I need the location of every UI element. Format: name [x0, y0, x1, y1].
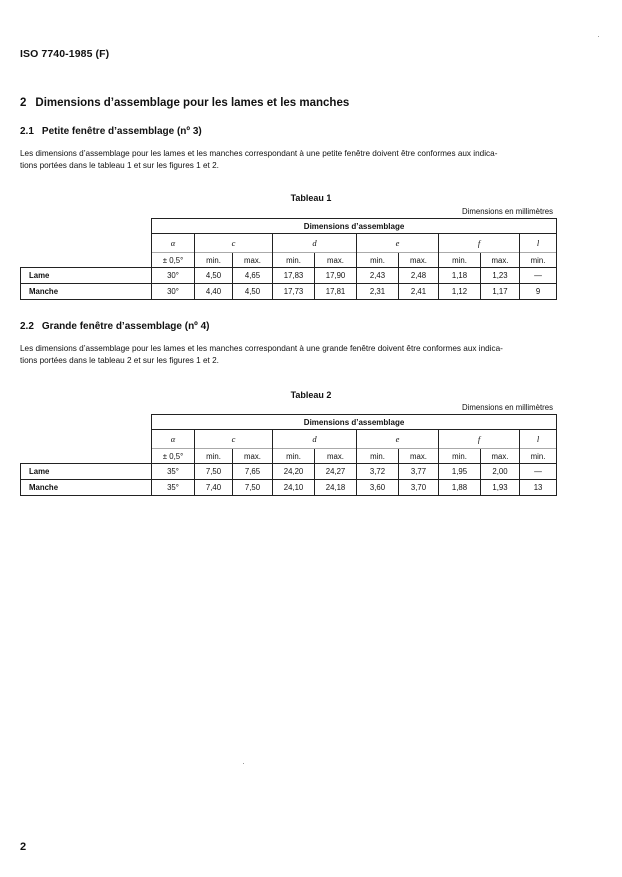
table-cell: 7,40	[195, 480, 233, 496]
table-cell: 4,65	[233, 268, 273, 284]
row-label: Lame	[21, 464, 152, 480]
subheader-cell: min.	[195, 449, 233, 464]
table-row	[21, 480, 557, 496]
page-number: 2	[20, 841, 27, 853]
subheader-cell: max.	[481, 449, 520, 464]
table-cell: 3,70	[399, 480, 439, 496]
subheader-cell: ± 0,5°	[152, 449, 195, 464]
subheader-cell: max.	[481, 253, 520, 268]
subheader-cell: min.	[273, 253, 315, 268]
symbol-l: l	[520, 430, 557, 449]
table-cell: 1,23	[481, 268, 520, 284]
table-cell: 17,90	[315, 268, 357, 284]
subheader-cell: min.	[439, 449, 481, 464]
table-cell: 24,10	[273, 480, 315, 496]
paragraph-line: tions portées dans le tableau 2 et sur les figures 1 et 2.	[20, 356, 219, 365]
table-cell: 24,18	[315, 480, 357, 496]
symbol-alpha: α	[152, 234, 195, 253]
section-title: Dimensions d’assemblage pour les lames et les manches	[35, 97, 350, 109]
table-cell: 7,65	[233, 464, 273, 480]
subsection-number: 2.2	[20, 321, 34, 332]
table-cell: 3,60	[357, 480, 399, 496]
table-cell: 24,27	[315, 464, 357, 480]
table-cell: 1,88	[439, 480, 481, 496]
table-cell: 17,81	[315, 284, 357, 300]
paragraph-2-1	[20, 148, 560, 172]
table-cell: 30°	[152, 268, 195, 284]
subsection-number: 2.1	[20, 126, 34, 137]
symbol-d: d	[273, 430, 357, 449]
symbol-f: f	[439, 430, 520, 449]
table-cell: —	[520, 464, 557, 480]
symbol-e: e	[357, 234, 439, 253]
subheader-cell: max.	[399, 253, 439, 268]
table-row	[21, 268, 557, 284]
table-cell: 2,00	[481, 464, 520, 480]
table-cell: 24,20	[273, 464, 315, 480]
scan-speck	[598, 36, 599, 37]
subheader-cell: min.	[520, 253, 557, 268]
symbol-alpha: α	[152, 430, 195, 449]
table-cell: 13	[520, 480, 557, 496]
table-cell: 4,50	[195, 268, 233, 284]
table-2-caption: Tableau 2	[290, 390, 332, 400]
subheader-cell: min.	[357, 253, 399, 268]
subheader-cell: min.	[357, 449, 399, 464]
subsection-heading-2-2	[20, 321, 210, 332]
table-1-group-header: Dimensions d’assemblage	[152, 219, 557, 234]
section-heading	[20, 97, 349, 109]
subheader-cell: max.	[315, 253, 357, 268]
symbol-d: d	[273, 234, 357, 253]
table-cell: 2,48	[399, 268, 439, 284]
subheader-cell: max.	[315, 449, 357, 464]
symbol-f: f	[439, 234, 520, 253]
table-row	[21, 284, 557, 300]
table-cell: 3,72	[357, 464, 399, 480]
scan-speck	[243, 763, 244, 764]
table-1	[20, 218, 557, 300]
paragraph-line: Les dimensions d’assemblage pour les lames et les manches correspondant à une grande fenêtre doivent être conformes aux indica-	[20, 344, 503, 353]
table-cell: 3,77	[399, 464, 439, 480]
table-cell: 35°	[152, 464, 195, 480]
subheader-cell: min.	[195, 253, 233, 268]
table-cell: 1,17	[481, 284, 520, 300]
subheader-cell: min.	[273, 449, 315, 464]
symbol-c: c	[195, 430, 273, 449]
symbol-l: l	[520, 234, 557, 253]
subheader-cell: max.	[233, 449, 273, 464]
subheader-cell: min.	[439, 253, 481, 268]
table-cell: —	[520, 268, 557, 284]
row-label: Lame	[21, 268, 152, 284]
table-cell: 4,50	[233, 284, 273, 300]
table-cell: 2,31	[357, 284, 399, 300]
row-label: Manche	[21, 284, 152, 300]
table-cell: 30°	[152, 284, 195, 300]
table-cell: 7,50	[195, 464, 233, 480]
table-cell: 17,83	[273, 268, 315, 284]
paragraph-line: Les dimensions d’assemblage pour les lames et les manches correspondant à une petite fenêtre doivent être conformes aux indica-	[20, 149, 498, 158]
symbol-e: e	[357, 430, 439, 449]
table-cell: 1,18	[439, 268, 481, 284]
symbol-c: c	[195, 234, 273, 253]
subheader-cell: max.	[399, 449, 439, 464]
document-id: ISO 7740-1985 (F)	[20, 48, 110, 60]
table-row	[21, 464, 557, 480]
section-number: 2	[20, 97, 27, 109]
table-cell: 7,50	[233, 480, 273, 496]
paragraph-line: tions portées dans le tableau 1 et sur les figures 1 et 2.	[20, 161, 219, 170]
table-1-units: Dimensions en millimètres	[462, 207, 553, 216]
table-cell: 17,73	[273, 284, 315, 300]
subsection-title: Petite fenêtre d’assemblage (nº 3)	[41, 126, 202, 137]
table-2	[20, 414, 557, 496]
paragraph-2-2	[20, 343, 560, 367]
table-cell: 2,43	[357, 268, 399, 284]
table-cell: 1,93	[481, 480, 520, 496]
subsection-heading-2-1	[20, 126, 202, 137]
subheader-cell: min.	[520, 449, 557, 464]
subsection-title: Grande fenêtre d’assemblage (nº 4)	[41, 321, 210, 332]
table-cell: 1,12	[439, 284, 481, 300]
subheader-cell: ± 0,5°	[152, 253, 195, 268]
row-label: Manche	[21, 480, 152, 496]
table-2-units: Dimensions en millimètres	[462, 403, 553, 412]
table-cell: 1,95	[439, 464, 481, 480]
table-cell: 2,41	[399, 284, 439, 300]
table-cell: 4,40	[195, 284, 233, 300]
table-1-caption: Tableau 1	[290, 193, 332, 203]
table-cell: 35°	[152, 480, 195, 496]
table-2-group-header: Dimensions d’assemblage	[152, 415, 557, 430]
subheader-cell: max.	[233, 253, 273, 268]
table-cell: 9	[520, 284, 557, 300]
